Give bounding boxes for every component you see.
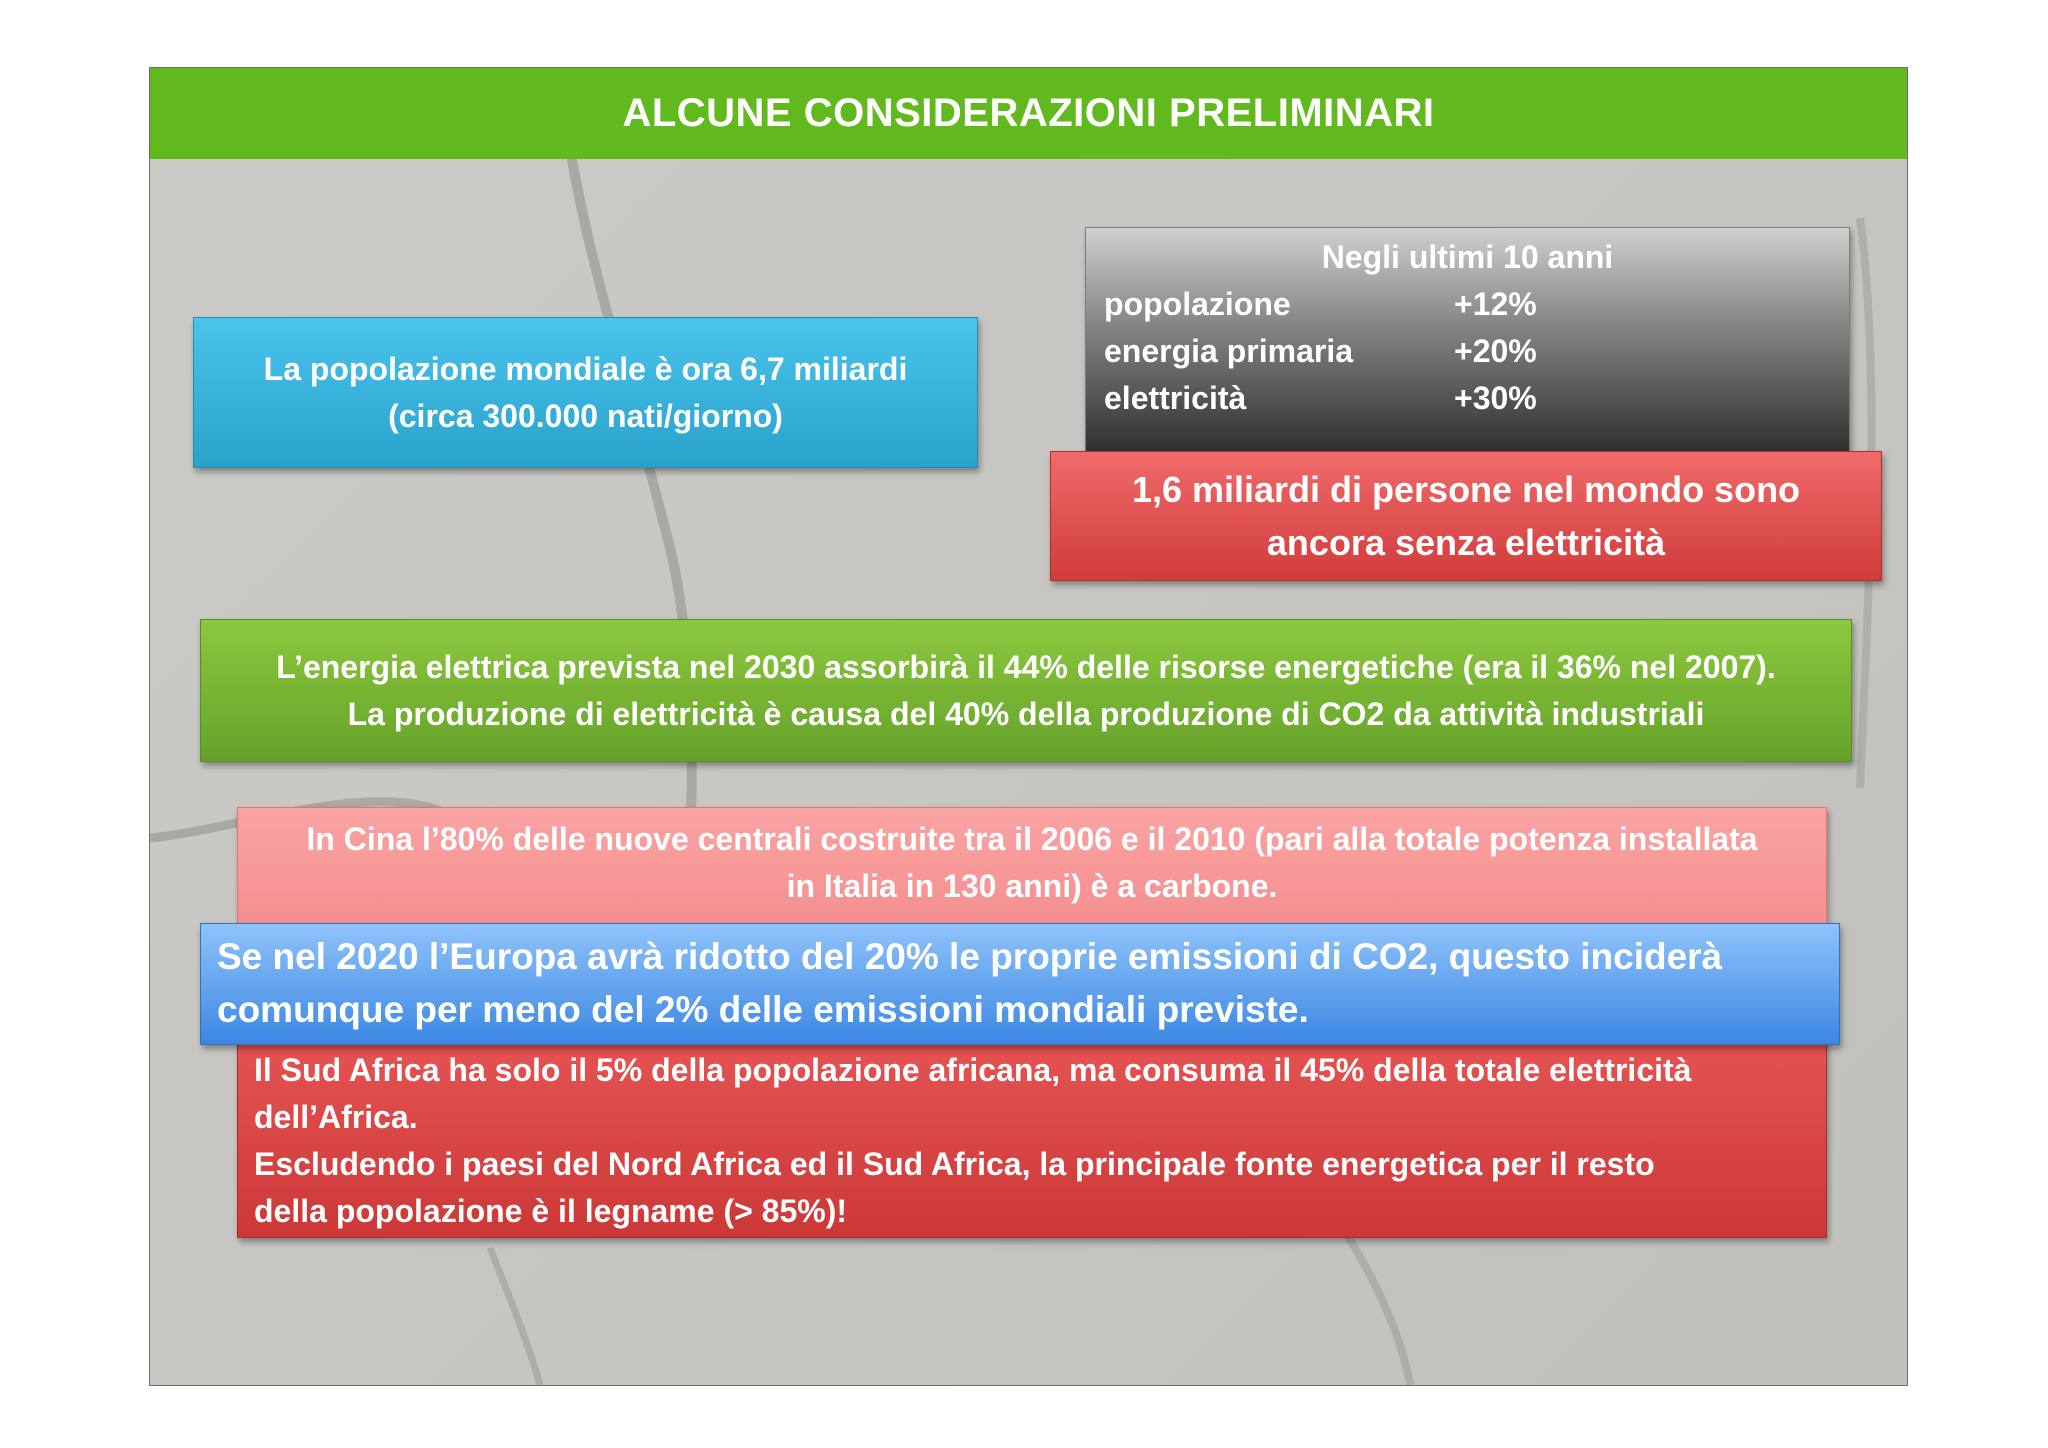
growth-row [1104,328,1849,375]
china-box [237,807,1827,937]
no-electricity-line-1: 1,6 miliardi di persone nel mondo sono [1131,469,1801,510]
growth-box-title: Negli ultimi 10 anni [1321,239,1614,275]
africa-line-1: Il Sud Africa ha solo il 5% della popolazione africana, ma consuma il 45% della totale elettricità [254,1052,1692,1088]
africa-box [237,1038,1827,1238]
growth-row-label: popolazione [1104,286,1291,322]
africa-line-4: della popolazione è il legname (> 85%)! [254,1193,848,1229]
growth-box [1085,227,1850,453]
europe-box [200,923,1840,1045]
slide [149,67,1908,1386]
population-box [193,317,978,468]
no-electricity-line-2: ancora senza elettricità [1266,522,1666,563]
slide-title: ALCUNE CONSIDERAZIONI PRELIMINARI [622,91,1435,135]
growth-row [1104,281,1849,328]
energy-2030-line-1: L’energia elettrica prevista nel 2030 assorbirà il 44% delle risorse energetiche (era il 36% nel 2007). [276,648,1776,685]
growth-row-label: energia primaria [1104,333,1353,369]
no-electricity-box [1050,451,1882,581]
growth-row-label: elettricità [1104,380,1247,416]
growth-row-value: +30% [1454,380,1537,416]
africa-line-2: dell’Africa. [254,1099,418,1135]
china-line-1: In Cina l’80% delle nuove centrali costruite tra il 2006 e il 2010 (pari alla totale potenza installata [306,821,1758,857]
growth-row-value: +20% [1454,333,1537,369]
growth-row [1104,375,1849,422]
growth-row-value: +12% [1454,286,1537,322]
europe-line-1: Se nel 2020 l’Europa avrà ridotto del 20% le proprie emissioni di CO2, questo inciderà [217,936,1723,977]
africa-line-3: Escludendo i paesi del Nord Africa ed il Sud Africa, la principale fonte energetica per il resto [254,1146,1655,1182]
energy-2030-line-2: La produzione di elettricità è causa del 40% della produzione di CO2 da attività industriali [347,695,1705,732]
energy-2030-box [200,619,1852,762]
population-line-1: La popolazione mondiale è ora 6,7 miliardi [263,350,908,387]
title-bar [150,68,1907,159]
europe-line-2: comunque per meno del 2% delle emissioni mondiali previste. [217,989,1309,1030]
population-line-2: (circa 300.000 nati/giorno) [388,397,783,434]
china-line-2: in Italia in 130 anni) è a carbone. [786,868,1278,904]
